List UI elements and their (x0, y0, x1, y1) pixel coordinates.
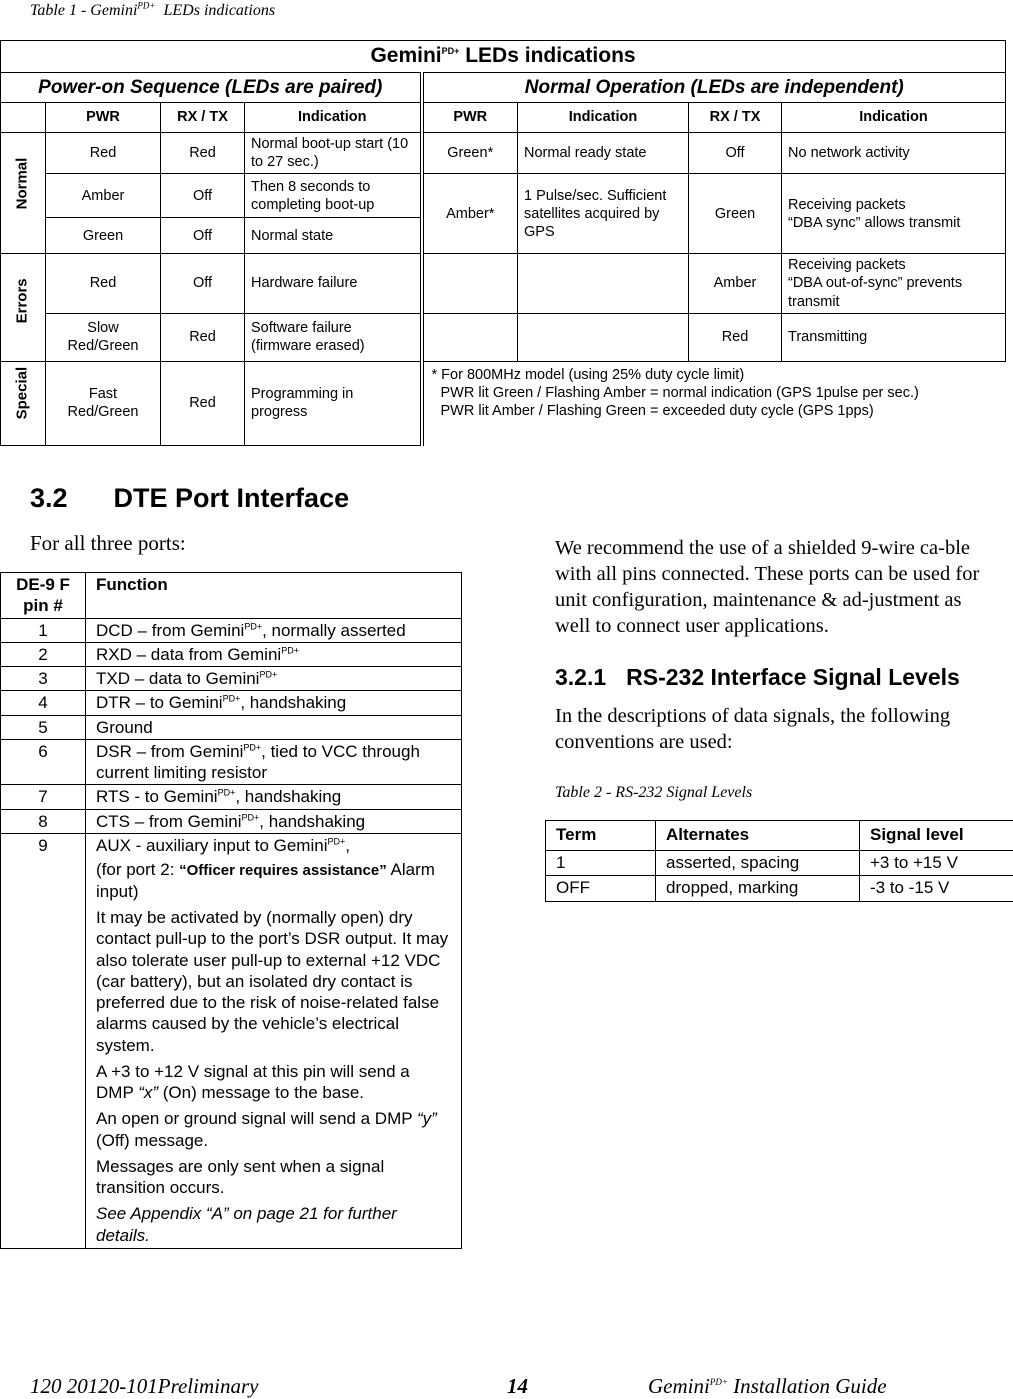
group-errors: Errors (1, 254, 46, 361)
group-special: Special (1, 361, 46, 445)
col-signal-level: Signal level (860, 821, 1013, 851)
col-term: Term (546, 821, 656, 851)
table-row (1, 313, 1006, 361)
col-pin: DE-9 F pin # (1, 573, 86, 619)
cell: Receiving packets “DBA sync” allows transmit (782, 174, 1006, 254)
cell: Receiving packets “DBA out-of-sync” prevents transmit (782, 254, 1006, 313)
col-pwr: PWR (46, 103, 161, 133)
table-row: 2 RXD – data from Gemini$^{PD+}$ (1, 642, 462, 666)
de9-table (0, 572, 462, 1249)
cell: Software failure (firmware erased) (245, 313, 422, 361)
recommend-paragraph: We recommend the use of a shielded 9-wire ca-ble with all pins connected. These ports can be used for unit configuration, maintenance & ad-justment as well to connect user applications. (555, 537, 980, 637)
cell: Hardware failure (245, 254, 422, 313)
cell: Normal boot-up start (10 to 27 sec.) (245, 133, 422, 174)
cell: Normal state (245, 218, 422, 254)
table-row: 7 RTS - to Gemini$^{PD+}$, handshaking (1, 785, 462, 809)
cell: Fast Red/Green (46, 361, 161, 445)
col-function: Function (86, 573, 462, 619)
footer-docid: 120 20120-101Preliminary (30, 1374, 259, 1398)
table-row: 6 DSR – from Gemini$^{PD+}$, tied to VCC through current limiting resistor (1, 739, 462, 785)
cell: 1 Pulse/sec. Sufficient satellites acquired by GPS (518, 174, 689, 254)
cell: Transmitting (782, 313, 1006, 361)
cell: Off (689, 133, 782, 174)
subsection-intro: In the descriptions of data signals, the following conventions are used: (555, 705, 951, 753)
footer-title: Gemini$^{PD+}$ Installation Guide (648, 1374, 887, 1398)
cell: Normal ready state (518, 133, 689, 174)
table-row: 5 Ground (1, 715, 462, 739)
cell: Programming in progress (245, 361, 422, 445)
cell: Green (46, 218, 161, 254)
col-indication: Indication (245, 103, 422, 133)
table-row (1, 174, 1006, 218)
cell: Red (161, 361, 245, 445)
table-row: OFF dropped, marking -3 to -15 V (546, 876, 1013, 901)
cell: Off (161, 218, 245, 254)
cell: Red (46, 133, 161, 174)
col-indication3: Indication (782, 103, 1006, 133)
cell: Amber (689, 254, 782, 313)
table-row: 1 DCD – from Gemini$^{PD+}$, normally asserted (1, 618, 462, 642)
col-indication2: Indication (518, 103, 689, 133)
cell: Slow Red/Green (46, 313, 161, 361)
table-row (1, 361, 1006, 445)
power-on-header: Power-on Sequence (LEDs are paired) (1, 73, 422, 103)
table-row: 1 asserted, spacing +3 to +15 V (546, 851, 1013, 876)
normal-operation-header: Normal Operation (LEDs are independent) (422, 73, 1006, 103)
cell: Green (689, 174, 782, 254)
leds-table (0, 40, 1006, 446)
group-normal: Normal (1, 133, 46, 254)
cell: Off (161, 254, 245, 313)
section-heading: 3.2 DTE Port Interface (30, 483, 350, 513)
cell: Off (161, 174, 245, 218)
table1-title: Gemini$^{PD+}$ LEDs indications (1, 41, 1006, 73)
col-rxtx2: RX / TX (689, 103, 782, 133)
cell: Amber (46, 174, 161, 218)
col-rxtx: RX / TX (161, 103, 245, 133)
subsection-heading: 3.2.1 RS-232 Interface Signal Levels (555, 664, 960, 690)
table1-caption: Table 1 - Gemini$^{PD+}$ LEDs indications (30, 0, 276, 19)
section-intro: For all three ports: (30, 531, 186, 555)
footnote: * For 800MHz model (using 25% duty cycle limit) PWR lit Green / Flashing Amber = normal indication (GPS 1pulse per sec.) PWR lit Amber / Flashing Green = exceeded duty cycle (GPS 1pps) (422, 361, 1006, 445)
cell: No network activity (782, 133, 1006, 174)
col-pwr2: PWR (422, 103, 518, 133)
table-row: 4 DTR – to Gemini$^{PD+}$, handshaking (1, 691, 462, 715)
cell: Red (161, 133, 245, 174)
table-row: 8 CTS – from Gemini$^{PD+}$, handshaking (1, 809, 462, 833)
cell: Green* (422, 133, 518, 174)
col-alternates: Alternates (656, 821, 860, 851)
cell: Then 8 seconds to completing boot-up (245, 174, 422, 218)
table-row (1, 133, 1006, 174)
cell: Amber* (422, 174, 518, 254)
cell: Red (689, 313, 782, 361)
cell: Red (46, 254, 161, 313)
table-row: 3 TXD – data to Gemini$^{PD+}$ (1, 667, 462, 691)
cell: Red (161, 313, 245, 361)
table2-caption: Table 2 - RS-232 Signal Levels (555, 784, 753, 801)
table-row (1, 254, 1006, 313)
page-number: 14 (507, 1374, 528, 1398)
table-row: 9 AUX - auxiliary input to Gemini$^{PD+}$, (for port 2: “Officer requires assistance” Alarm input) It may be activated by (normally open) dry contact pull-up to the port’s DSR output. It may also tolerate user pull-up to external +12 VDC (car battery), but an isolated dry contact is preferred due to the risk of noise-related false alarms caused by the vehicle’s electrical system. A +3 to +12 V signal at this pin will send a DMP “x” (On) message to the base. An open or ground signal will send a DMP “y” (Off) message. Messages are only sent when a signal transition occurs. See Appendix “A” on page 21 for further details. (1, 833, 462, 1248)
signal-levels-table (545, 820, 1013, 902)
